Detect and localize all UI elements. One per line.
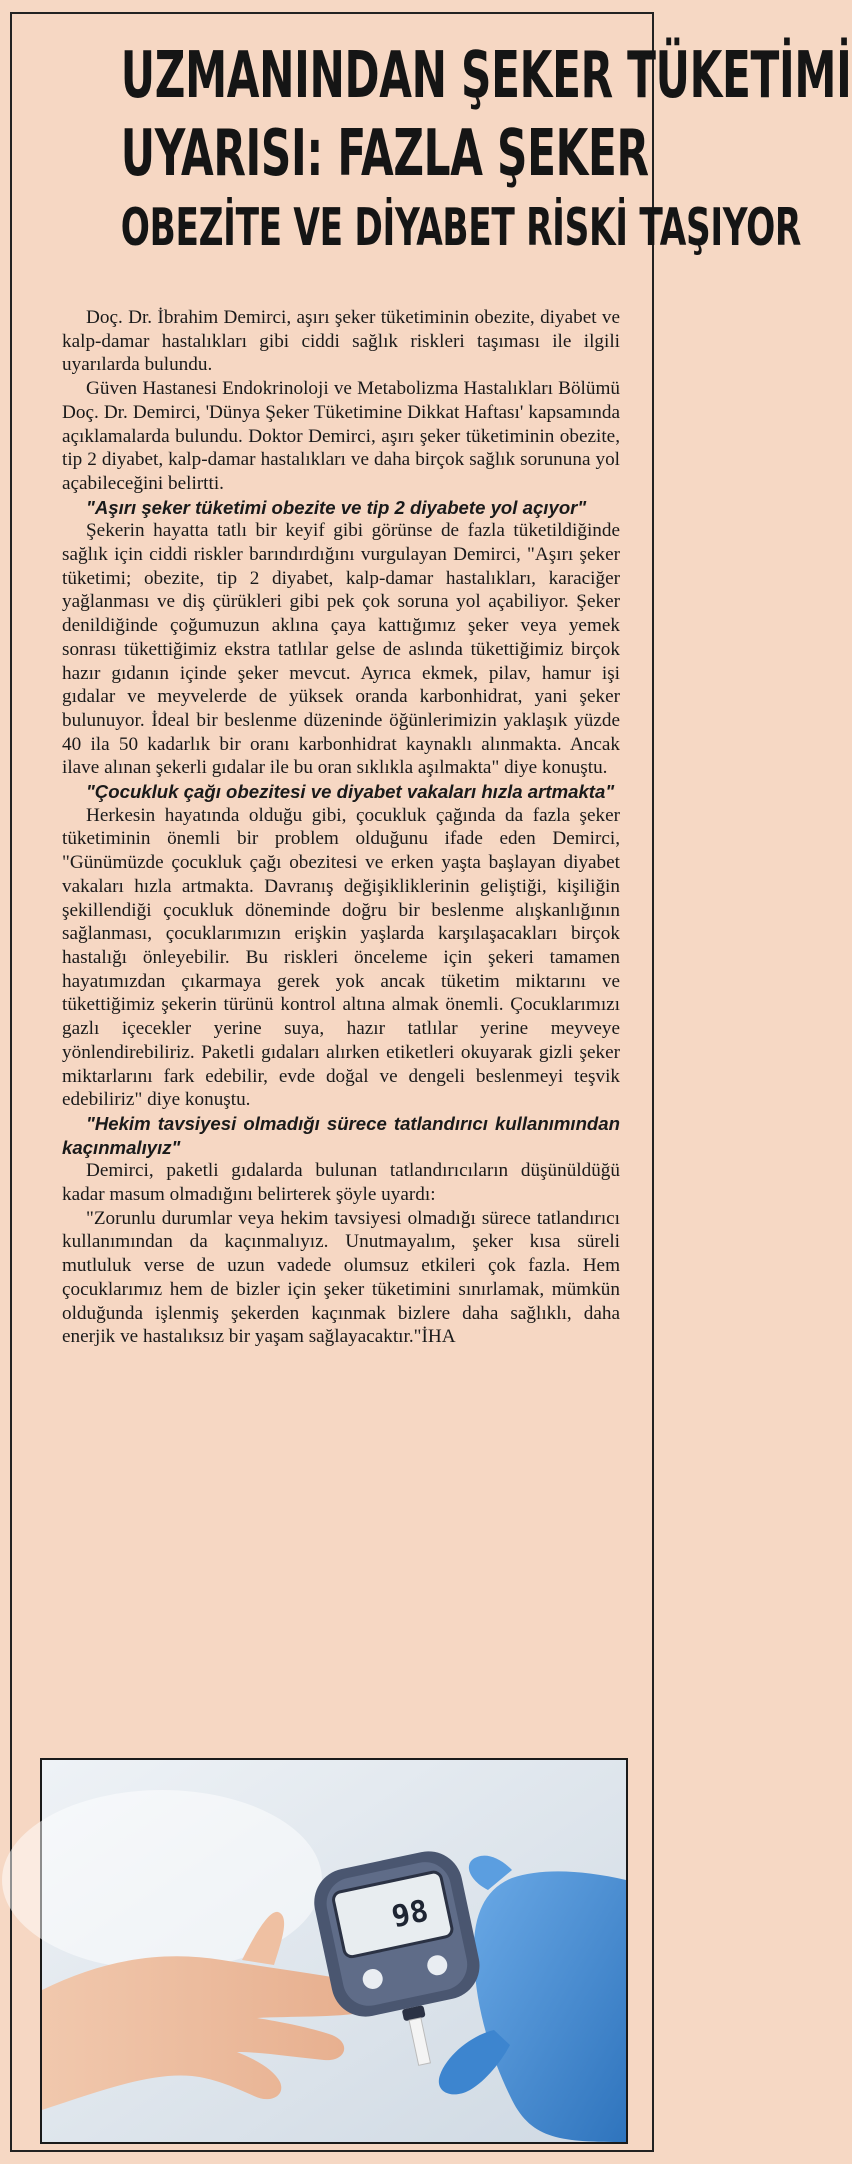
glucose-test-illustration — [42, 1760, 626, 2142]
article-frame — [10, 12, 852, 2152]
article-body — [62, 306, 620, 1349]
article-photo — [40, 1758, 628, 2144]
subheading: "Hekim tavsiyesi olmadığı sürece tatlandırıcı kullanımından kaçınmalıyız" — [62, 1112, 620, 1158]
meter-reading: 98 — [388, 1893, 432, 1936]
paragraph: Herkesin hayatında olduğu gibi, çocukluk çağında da fazla şeker tüketiminin önemli bir problem olduğunu ifade eden Demirci, "Günümüzde çocukluk çağı obezitesi ve erken yaşta başlayan diyabet vakaları hızla artmakta. Davranış değişikliklerinin geliştiği, kişiliğin şekillendiği çocukluk döneminde doğru bir beslenme alışkanlığının sağlanması, çocuklarımızın erişkin yaşlarda karşılaşacakları birçok hastalığı önleyebilir. Bu riskleri önceleme için şekeri tamamen hayatımızdan çıkarmaya gerek yok ancak tüketim miktarını ve tükettiğimiz şekerin türünü kontrol altına almak önemli. Çocuklarımızı gazlı içecekler yerine suya, hazır tatlılar yerine meyveye yönlendirebiliriz. Paketli gıdaları alırken etiketleri okuyarak gizli şeker miktarlarını fark edebilir, evde doğal ve dengeli beslenmeyi teşvik edebiliriz" diye konuştu. — [62, 804, 620, 1111]
subheading: "Aşırı şeker tüketimi obezite ve tip 2 diyabete yol açıyor" — [86, 496, 587, 518]
headline-line-3: OBEZİTE VE DİYABET RİSKİ TAŞIYOR — [120, 198, 802, 258]
paragraph: Güven Hastanesi Endokrinoloji ve Metabolizma Hastalıkları Bölümü Doç. Dr. Demirci, 'Dünya Şeker Tüketimine Dikkat Haftası' kapsamında açıklamalarda bulundu. Doktor Demirci, aşırı şeker tüketiminin obezite, tip 2 diyabet, kalp-damar hastalıkları ve daha birçok sağlık sorununa yol açabileceğini belirtti. — [62, 378, 620, 494]
headline-line-1: UZMANINDAN ŞEKER TÜKETİMİ — [120, 39, 852, 113]
paragraph: Şekerin hayatta tatlı bir keyif gibi görünse de fazla tüketildiğinde sağlık için ciddi riskler barındırdığını vurgulayan Demirci, "Aşırı şeker tüketimi; obezite, tip 2 diyabet, kalp-damar hastalıkları, karaciğer yağlanması ve diş çürükleri gibi pek çok soruna yol açabiliyor. Şeker denildiğinde çoğumuzun aklına çaya kattığımız şeker veya yemek sonrası tükettiğimiz ekstra tatlılar gelse de aslında tükettiğimiz birçok hazır gıdanın içinde şeker mevcut. Ayrıca ekmek, pilav, hamur işi gıdalar ve meyvelerde de yüksek oranda karbonhidrat, yani şeker bulunuyor. İdeal bir beslenme düzeninde öğünlerimizin yaklaşık yüzde 40 ila 50 kadarlık bir oranı karbonhidrat kaynaklı alınmakta. Ancak ilave alınan şekerli gıdalar ile bu oran sıklıkla aşılmakta" diye konuştu. — [62, 520, 620, 779]
paragraph: "Zorunlu durumlar veya hekim tavsiyesi olmadığı sürece tatlandırıcı kullanımından da kaçınmalıyız. Unutmayalım, şeker kısa süreli mutluluk verse de uzun vadede olumsuz etkileri çok fazla. Hem çocuklarımız hem de bizler için şeker tüketimini sınırlamak, mümkün olduğunda işlenmiş şekerden kaçınmak bizlere daha sağlıklı, daha enerjik ve hastalıksız bir yaşam sağlayacaktır."İHA — [62, 1207, 620, 1348]
paragraph: Doç. Dr. İbrahim Demirci, aşırı şeker tüketiminin obezite, diyabet ve kalp-damar hastalıkları gibi ciddi sağlık riskleri taşıması ile ilgili uyarılarda bulundu. — [62, 307, 620, 376]
paragraph: Demirci, paketli gıdalarda bulunan tatlandırıcıların düşünüldüğü kadar masum olmadığını belirterek şöyle uyardı: — [62, 1160, 620, 1206]
subheading: "Çocukluk çağı obezitesi ve diyabet vakaları hızla artmakta" — [86, 781, 615, 803]
headline-line-2: UYARISI: FAZLA ŞEKER — [120, 117, 649, 191]
